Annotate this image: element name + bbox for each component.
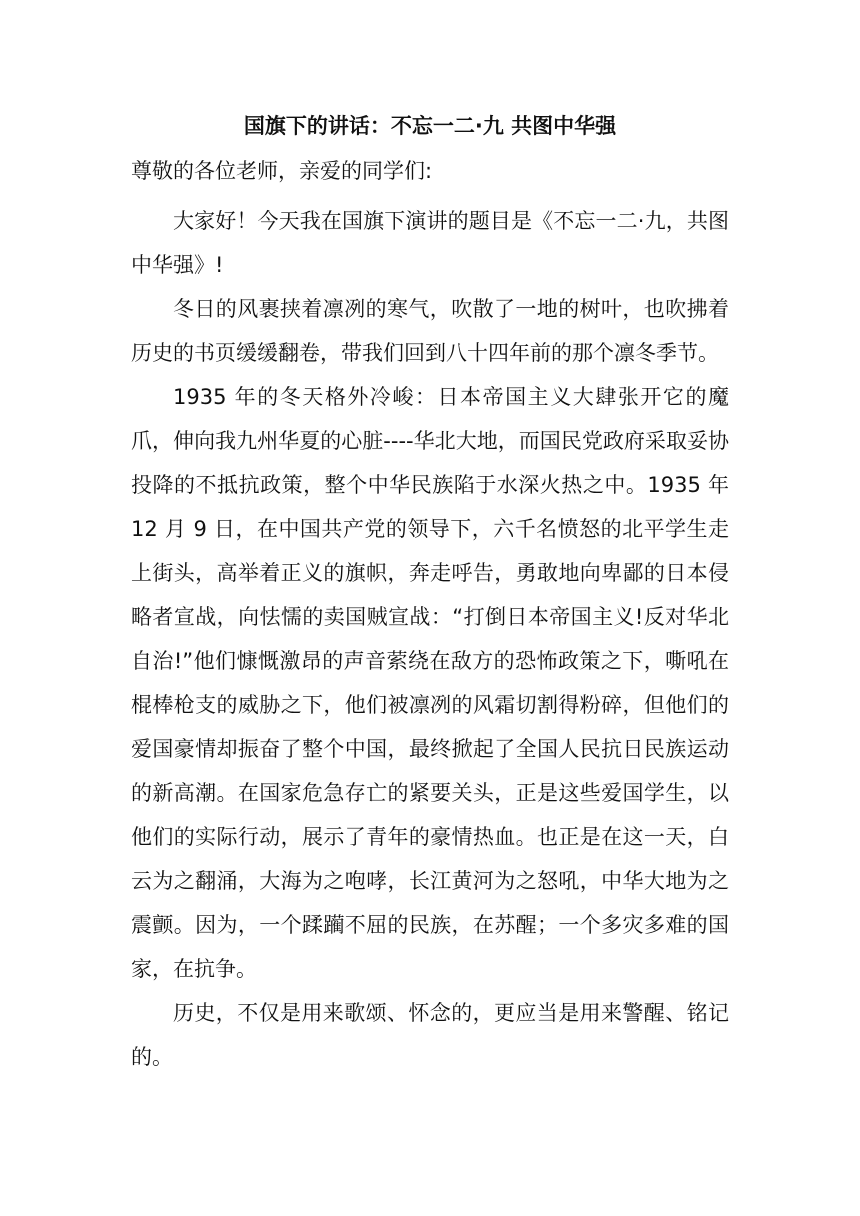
paragraph-history-1935: 1935 年的冬天格外冷峻：日本帝国主义大肆张开它的魔爪，伸向我九州华夏的心脏----华北大地，而国民党政府采取妥协投降的不抵抗政策，整个中华民族陷于水深火热之中。1935 年 12 月 9 日，在中国共产党的领导下，六千名愤怒的北平学生走上街头，高举着正义的旗帜，奔走呼告，勇敢地向卑鄙的日本侵略者宣战，向怯懦的卖国贼宣战：“打倒日本帝国主义!反对华北自治!”他们慷慨激昂的声音萦绕在敌方的恐怖政策之下，嘶吼在棍棒枪支的威胁之下，他们被凛冽的风霜切割得粉碎，但他们的爱国豪情却振奋了整个中国，最终掀起了全国人民抗日民族运动的新高潮。在国家危急存亡的紧要关头，正是这些爱国学生，以他们的实际行动，展示了青年的豪情热血。也正是在这一天，白云为之翻涌，大海为之咆哮，长江黄河为之怒吼，中华大地为之震颤。因为，一个蹂躏不屈的民族，在苏醒；一个多灾多难的国家，在抗争。 — [131, 385, 729, 981]
page-title: 国旗下的讲话：不忘一二·九 共图中华强 — [243, 114, 617, 138]
speech-body — [131, 199, 729, 1079]
paragraph-winter: 冬日的风裹挟着凛冽的寒气，吹散了一地的树叶，也吹拂着历史的书页缓缓翻卷，带我们回到八十四年前的那个凛冬季节。 — [131, 297, 729, 365]
paragraph-remember: 历史，不仅是用来歌颂、怀念的，更应当是用来警醒、铭记的。 — [131, 1001, 729, 1069]
paragraph-opening: 大家好！今天我在国旗下演讲的题目是《不忘一二·九，共图中华强》! — [131, 209, 729, 277]
greeting: 尊敬的各位老师，亲爱的同学们: — [131, 159, 433, 183]
